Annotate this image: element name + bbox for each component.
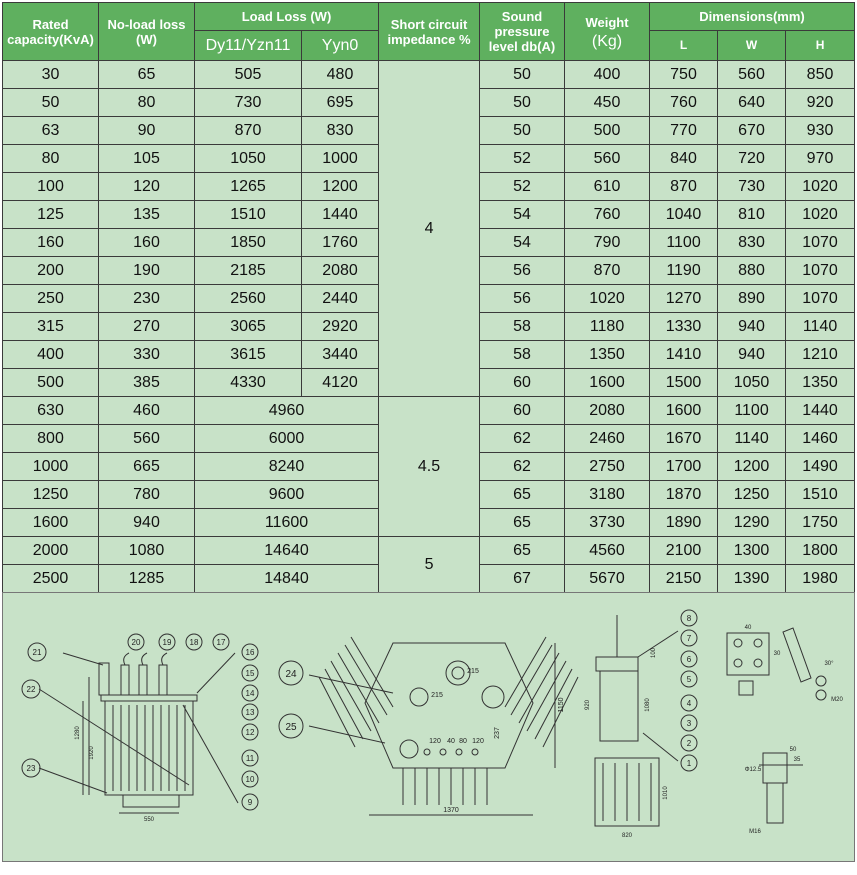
cell-dim-w: 640 bbox=[718, 89, 786, 117]
cell-dim-l: 1330 bbox=[650, 313, 718, 341]
cell-load-loss: 11600 bbox=[195, 509, 379, 537]
cell-load-loss-yyn0: 1200 bbox=[302, 173, 379, 201]
cell-dim-w: 1390 bbox=[718, 565, 786, 593]
cell-load-loss-yyn0: 1000 bbox=[302, 145, 379, 173]
cell-rated-capacity: 250 bbox=[3, 285, 99, 313]
dim-820: 820 bbox=[621, 833, 633, 839]
cell-dim-l: 2150 bbox=[650, 565, 718, 593]
cell-weight: 1180 bbox=[565, 313, 650, 341]
lifting-view-drawing bbox=[595, 610, 697, 826]
cell-dim-h: 920 bbox=[786, 89, 855, 117]
dim-terminal-50: 50 bbox=[789, 747, 797, 753]
cell-dim-h: 1070 bbox=[786, 257, 855, 285]
dim-920: 920 bbox=[585, 699, 591, 711]
cell-short-circuit-impedance: 4.5 bbox=[379, 397, 480, 537]
cell-dim-w: 880 bbox=[718, 257, 786, 285]
cell-sound-pressure: 50 bbox=[480, 89, 565, 117]
cell-dim-w: 1050 bbox=[718, 369, 786, 397]
cell-dim-h: 850 bbox=[786, 61, 855, 89]
cell-weight: 760 bbox=[565, 201, 650, 229]
cell-dim-l: 770 bbox=[650, 117, 718, 145]
dim-terminal-40: 40 bbox=[744, 625, 752, 631]
cell-weight: 2460 bbox=[565, 425, 650, 453]
cell-dim-h: 930 bbox=[786, 117, 855, 145]
cell-load-loss-yyn0: 3440 bbox=[302, 341, 379, 369]
header-no-load-loss: No-load loss (W) bbox=[99, 3, 195, 61]
cell-no-load-loss: 105 bbox=[99, 145, 195, 173]
cell-dim-w: 730 bbox=[718, 173, 786, 201]
cell-dim-h: 1350 bbox=[786, 369, 855, 397]
callout-5: 5 bbox=[686, 675, 692, 684]
cell-sound-pressure: 65 bbox=[480, 509, 565, 537]
callout-1: 1 bbox=[686, 759, 692, 768]
cell-load-loss-dy11: 1265 bbox=[195, 173, 302, 201]
cell-dim-h: 1800 bbox=[786, 537, 855, 565]
cell-sound-pressure: 52 bbox=[480, 145, 565, 173]
tank-outline bbox=[105, 701, 193, 795]
cell-no-load-loss: 90 bbox=[99, 117, 195, 145]
cell-dim-h: 1140 bbox=[786, 313, 855, 341]
cell-dim-l: 2100 bbox=[650, 537, 718, 565]
cell-no-load-loss: 1285 bbox=[99, 565, 195, 593]
cell-rated-capacity: 500 bbox=[3, 369, 99, 397]
cell-dim-w: 1200 bbox=[718, 453, 786, 481]
cell-dim-h: 1510 bbox=[786, 481, 855, 509]
header-sound-pressure: Sound pressure level db(A) bbox=[480, 3, 565, 61]
cell-dim-h: 1020 bbox=[786, 173, 855, 201]
cell-sound-pressure: 62 bbox=[480, 453, 565, 481]
cell-rated-capacity: 100 bbox=[3, 173, 99, 201]
side-view-drawing bbox=[22, 634, 258, 813]
cell-no-load-loss: 120 bbox=[99, 173, 195, 201]
header-dim-w: W bbox=[718, 31, 786, 61]
cell-no-load-loss: 330 bbox=[99, 341, 195, 369]
cell-load-loss: 8240 bbox=[195, 453, 379, 481]
cell-dim-l: 1270 bbox=[650, 285, 718, 313]
cell-dim-l: 1600 bbox=[650, 397, 718, 425]
cell-weight: 4560 bbox=[565, 537, 650, 565]
cell-weight: 1350 bbox=[565, 341, 650, 369]
cell-weight: 1600 bbox=[565, 369, 650, 397]
cell-dim-l: 1700 bbox=[650, 453, 718, 481]
callout-8: 8 bbox=[686, 614, 692, 623]
dim-120-a: 120 bbox=[429, 738, 441, 745]
dim-1280: 1280 bbox=[75, 726, 81, 740]
cell-weight: 2080 bbox=[565, 397, 650, 425]
cell-weight: 500 bbox=[565, 117, 650, 145]
cell-load-loss-dy11: 2185 bbox=[195, 257, 302, 285]
header-short-circuit-impedance: Short circuit impedance % bbox=[379, 3, 480, 61]
cell-weight: 870 bbox=[565, 257, 650, 285]
cell-no-load-loss: 940 bbox=[99, 509, 195, 537]
tank-cover bbox=[101, 695, 197, 701]
cell-sound-pressure: 62 bbox=[480, 425, 565, 453]
cell-sound-pressure: 56 bbox=[480, 257, 565, 285]
cell-dim-l: 1410 bbox=[650, 341, 718, 369]
callout-17: 17 bbox=[216, 638, 226, 647]
cell-dim-w: 720 bbox=[718, 145, 786, 173]
cell-weight: 2750 bbox=[565, 453, 650, 481]
cell-load-loss-dy11: 870 bbox=[195, 117, 302, 145]
cell-dim-h: 1020 bbox=[786, 201, 855, 229]
cell-rated-capacity: 125 bbox=[3, 201, 99, 229]
cell-dim-w: 1290 bbox=[718, 509, 786, 537]
dim-terminal-35: 35 bbox=[793, 757, 801, 763]
cell-rated-capacity: 80 bbox=[3, 145, 99, 173]
cell-weight: 790 bbox=[565, 229, 650, 257]
cell-dim-w: 940 bbox=[718, 341, 786, 369]
cell-weight: 3730 bbox=[565, 509, 650, 537]
conservator bbox=[99, 663, 109, 695]
cell-weight: 400 bbox=[565, 61, 650, 89]
cell-dim-h: 1490 bbox=[786, 453, 855, 481]
specification-rows bbox=[3, 61, 855, 593]
cell-no-load-loss: 385 bbox=[99, 369, 195, 397]
callout-20: 20 bbox=[131, 638, 141, 647]
callout-2: 2 bbox=[686, 739, 692, 748]
specification-table bbox=[2, 2, 855, 593]
dim-215-a: 215 bbox=[467, 668, 479, 675]
cell-sound-pressure: 60 bbox=[480, 397, 565, 425]
cell-rated-capacity: 630 bbox=[3, 397, 99, 425]
cell-dim-l: 1040 bbox=[650, 201, 718, 229]
cell-no-load-loss: 230 bbox=[99, 285, 195, 313]
cell-weight: 3180 bbox=[565, 481, 650, 509]
dim-100: 100 bbox=[651, 647, 657, 659]
cell-load-loss-yyn0: 1440 bbox=[302, 201, 379, 229]
cell-no-load-loss: 65 bbox=[99, 61, 195, 89]
callout-23: 23 bbox=[26, 764, 36, 773]
cell-no-load-loss: 80 bbox=[99, 89, 195, 117]
dim-120-b: 120 bbox=[472, 738, 484, 745]
cell-dim-l: 1500 bbox=[650, 369, 718, 397]
cell-dim-l: 1890 bbox=[650, 509, 718, 537]
cell-rated-capacity: 400 bbox=[3, 341, 99, 369]
cell-rated-capacity: 800 bbox=[3, 425, 99, 453]
cell-sound-pressure: 52 bbox=[480, 173, 565, 201]
cell-dim-w: 830 bbox=[718, 229, 786, 257]
cell-load-loss-yyn0: 830 bbox=[302, 117, 379, 145]
callout-12: 12 bbox=[245, 728, 255, 737]
table-row bbox=[3, 61, 855, 89]
cell-load-loss-dy11: 2560 bbox=[195, 285, 302, 313]
callout-9: 9 bbox=[247, 798, 253, 807]
header-dim-h: H bbox=[786, 31, 855, 61]
callout-10: 10 bbox=[245, 775, 255, 784]
callout-4: 4 bbox=[686, 699, 692, 708]
cell-dim-w: 810 bbox=[718, 201, 786, 229]
dim-1370: 1370 bbox=[443, 807, 459, 814]
cell-weight: 560 bbox=[565, 145, 650, 173]
cell-no-load-loss: 665 bbox=[99, 453, 195, 481]
cell-sound-pressure: 58 bbox=[480, 341, 565, 369]
cell-sound-pressure: 54 bbox=[480, 201, 565, 229]
cell-load-loss-dy11: 1850 bbox=[195, 229, 302, 257]
cell-sound-pressure: 65 bbox=[480, 481, 565, 509]
terminal-details-drawing bbox=[727, 628, 826, 823]
cell-dim-w: 1300 bbox=[718, 537, 786, 565]
cell-dim-l: 760 bbox=[650, 89, 718, 117]
cell-no-load-loss: 780 bbox=[99, 481, 195, 509]
dim-terminal-30: 30 bbox=[773, 651, 781, 657]
cell-rated-capacity: 63 bbox=[3, 117, 99, 145]
cell-load-loss-yyn0: 2440 bbox=[302, 285, 379, 313]
header-load-loss: Load Loss (W) bbox=[195, 3, 379, 31]
top-view-tank bbox=[365, 643, 533, 768]
terminal-detail-labels bbox=[745, 625, 844, 835]
radiator-fins bbox=[113, 705, 185, 791]
header-weight-label: Weight bbox=[585, 14, 629, 30]
cell-weight: 1020 bbox=[565, 285, 650, 313]
bushings bbox=[121, 653, 167, 695]
cell-dim-h: 970 bbox=[786, 145, 855, 173]
cell-load-loss-yyn0: 4120 bbox=[302, 369, 379, 397]
cell-dim-h: 1750 bbox=[786, 509, 855, 537]
cell-dim-w: 1100 bbox=[718, 397, 786, 425]
cell-dim-w: 890 bbox=[718, 285, 786, 313]
cell-dim-w: 1140 bbox=[718, 425, 786, 453]
callout-6: 6 bbox=[686, 655, 692, 664]
cell-load-loss: 14840 bbox=[195, 565, 379, 593]
cell-dim-h: 1440 bbox=[786, 397, 855, 425]
cell-rated-capacity: 50 bbox=[3, 89, 99, 117]
technical-drawings bbox=[3, 593, 854, 861]
cell-short-circuit-impedance: 4 bbox=[379, 61, 480, 397]
callout-7: 7 bbox=[686, 634, 692, 643]
header-dim-l: L bbox=[650, 31, 718, 61]
dim-80: 80 bbox=[459, 738, 467, 745]
cell-weight: 5670 bbox=[565, 565, 650, 593]
cell-dim-l: 750 bbox=[650, 61, 718, 89]
dim-1150: 1150 bbox=[558, 697, 565, 713]
cell-dim-h: 1460 bbox=[786, 425, 855, 453]
cell-dim-w: 670 bbox=[718, 117, 786, 145]
cell-dim-h: 1070 bbox=[786, 229, 855, 257]
dim-40: 40 bbox=[447, 738, 455, 745]
cell-rated-capacity: 2000 bbox=[3, 537, 99, 565]
cell-load-loss-dy11: 4330 bbox=[195, 369, 302, 397]
cell-load-loss: 9600 bbox=[195, 481, 379, 509]
cell-load-loss-yyn0: 480 bbox=[302, 61, 379, 89]
callout-19: 19 bbox=[162, 638, 172, 647]
radiator-bank-right bbox=[505, 637, 578, 747]
technical-drawing-panel bbox=[2, 592, 855, 862]
cell-dim-l: 1670 bbox=[650, 425, 718, 453]
dim-terminal-m16: M16 bbox=[749, 829, 761, 835]
cell-no-load-loss: 560 bbox=[99, 425, 195, 453]
cell-no-load-loss: 190 bbox=[99, 257, 195, 285]
cell-rated-capacity: 2500 bbox=[3, 565, 99, 593]
callout-21: 21 bbox=[32, 648, 42, 657]
cell-load-loss-dy11: 3615 bbox=[195, 341, 302, 369]
dim-terminal-m20: M20 bbox=[831, 697, 843, 703]
dim-1080: 1080 bbox=[645, 698, 651, 712]
cell-dim-l: 1190 bbox=[650, 257, 718, 285]
callout-25: 25 bbox=[285, 722, 297, 733]
cell-load-loss: 6000 bbox=[195, 425, 379, 453]
cell-load-loss-dy11: 730 bbox=[195, 89, 302, 117]
cell-dim-h: 1070 bbox=[786, 285, 855, 313]
cell-sound-pressure: 50 bbox=[480, 117, 565, 145]
cell-dim-l: 840 bbox=[650, 145, 718, 173]
header-load-loss-dy11: Dy11/Yzn11 bbox=[195, 31, 302, 61]
cell-no-load-loss: 270 bbox=[99, 313, 195, 341]
header-load-loss-yyn0: Yyn0 bbox=[302, 31, 379, 61]
cell-rated-capacity: 200 bbox=[3, 257, 99, 285]
cell-load-loss-yyn0: 2080 bbox=[302, 257, 379, 285]
callout-3: 3 bbox=[686, 719, 692, 728]
cell-load-loss-dy11: 505 bbox=[195, 61, 302, 89]
cell-weight: 610 bbox=[565, 173, 650, 201]
cell-sound-pressure: 60 bbox=[480, 369, 565, 397]
callout-18: 18 bbox=[189, 638, 199, 647]
cell-rated-capacity: 160 bbox=[3, 229, 99, 257]
cell-load-loss-yyn0: 695 bbox=[302, 89, 379, 117]
cell-load-loss-dy11: 3065 bbox=[195, 313, 302, 341]
cell-rated-capacity: 315 bbox=[3, 313, 99, 341]
dim-1010: 1010 bbox=[663, 786, 669, 800]
cell-dim-l: 1100 bbox=[650, 229, 718, 257]
cell-rated-capacity: 30 bbox=[3, 61, 99, 89]
callout-13: 13 bbox=[245, 708, 255, 717]
dim-1920: 1920 bbox=[89, 746, 95, 760]
cell-dim-l: 870 bbox=[650, 173, 718, 201]
cell-rated-capacity: 1250 bbox=[3, 481, 99, 509]
table-row bbox=[3, 537, 855, 565]
cell-dim-l: 1870 bbox=[650, 481, 718, 509]
cell-no-load-loss: 135 bbox=[99, 201, 195, 229]
dim-215-b: 215 bbox=[431, 692, 443, 699]
cell-sound-pressure: 54 bbox=[480, 229, 565, 257]
header-weight bbox=[565, 3, 650, 61]
callout-11: 11 bbox=[245, 754, 255, 763]
callout-22: 22 bbox=[26, 685, 36, 694]
cell-dim-h: 1980 bbox=[786, 565, 855, 593]
dim-237: 237 bbox=[494, 727, 501, 739]
cell-sound-pressure: 65 bbox=[480, 537, 565, 565]
cell-dim-h: 1210 bbox=[786, 341, 855, 369]
cell-no-load-loss: 460 bbox=[99, 397, 195, 425]
cell-rated-capacity: 1000 bbox=[3, 453, 99, 481]
dim-terminal-phi: Φ12.5 bbox=[744, 767, 762, 773]
cell-load-loss: 14640 bbox=[195, 537, 379, 565]
cell-load-loss-dy11: 1050 bbox=[195, 145, 302, 173]
callout-16: 16 bbox=[245, 648, 255, 657]
cell-dim-w: 560 bbox=[718, 61, 786, 89]
cell-sound-pressure: 50 bbox=[480, 61, 565, 89]
base-frame bbox=[123, 795, 179, 807]
header-rated-capacity: Rated capacity(KvA) bbox=[3, 3, 99, 61]
header-dimensions: Dimensions(mm) bbox=[650, 3, 855, 31]
cell-weight: 450 bbox=[565, 89, 650, 117]
cell-sound-pressure: 58 bbox=[480, 313, 565, 341]
callout-24: 24 bbox=[285, 669, 297, 680]
cell-load-loss-yyn0: 1760 bbox=[302, 229, 379, 257]
cell-dim-w: 1250 bbox=[718, 481, 786, 509]
cell-dim-w: 940 bbox=[718, 313, 786, 341]
callout-15: 15 bbox=[245, 669, 255, 678]
cell-short-circuit-impedance: 5 bbox=[379, 537, 480, 593]
table-row bbox=[3, 397, 855, 425]
header-weight-unit: (Kg) bbox=[591, 32, 623, 50]
dim-550: 550 bbox=[143, 817, 155, 823]
dim-terminal-30deg: 30° bbox=[824, 661, 834, 667]
cell-sound-pressure: 67 bbox=[480, 565, 565, 593]
cell-sound-pressure: 56 bbox=[480, 285, 565, 313]
cell-load-loss: 4960 bbox=[195, 397, 379, 425]
top-view-drawing bbox=[279, 637, 578, 815]
cell-no-load-loss: 1080 bbox=[99, 537, 195, 565]
cell-no-load-loss: 160 bbox=[99, 229, 195, 257]
callout-14: 14 bbox=[245, 689, 255, 698]
cell-rated-capacity: 1600 bbox=[3, 509, 99, 537]
cell-load-loss-dy11: 1510 bbox=[195, 201, 302, 229]
cell-load-loss-yyn0: 2920 bbox=[302, 313, 379, 341]
